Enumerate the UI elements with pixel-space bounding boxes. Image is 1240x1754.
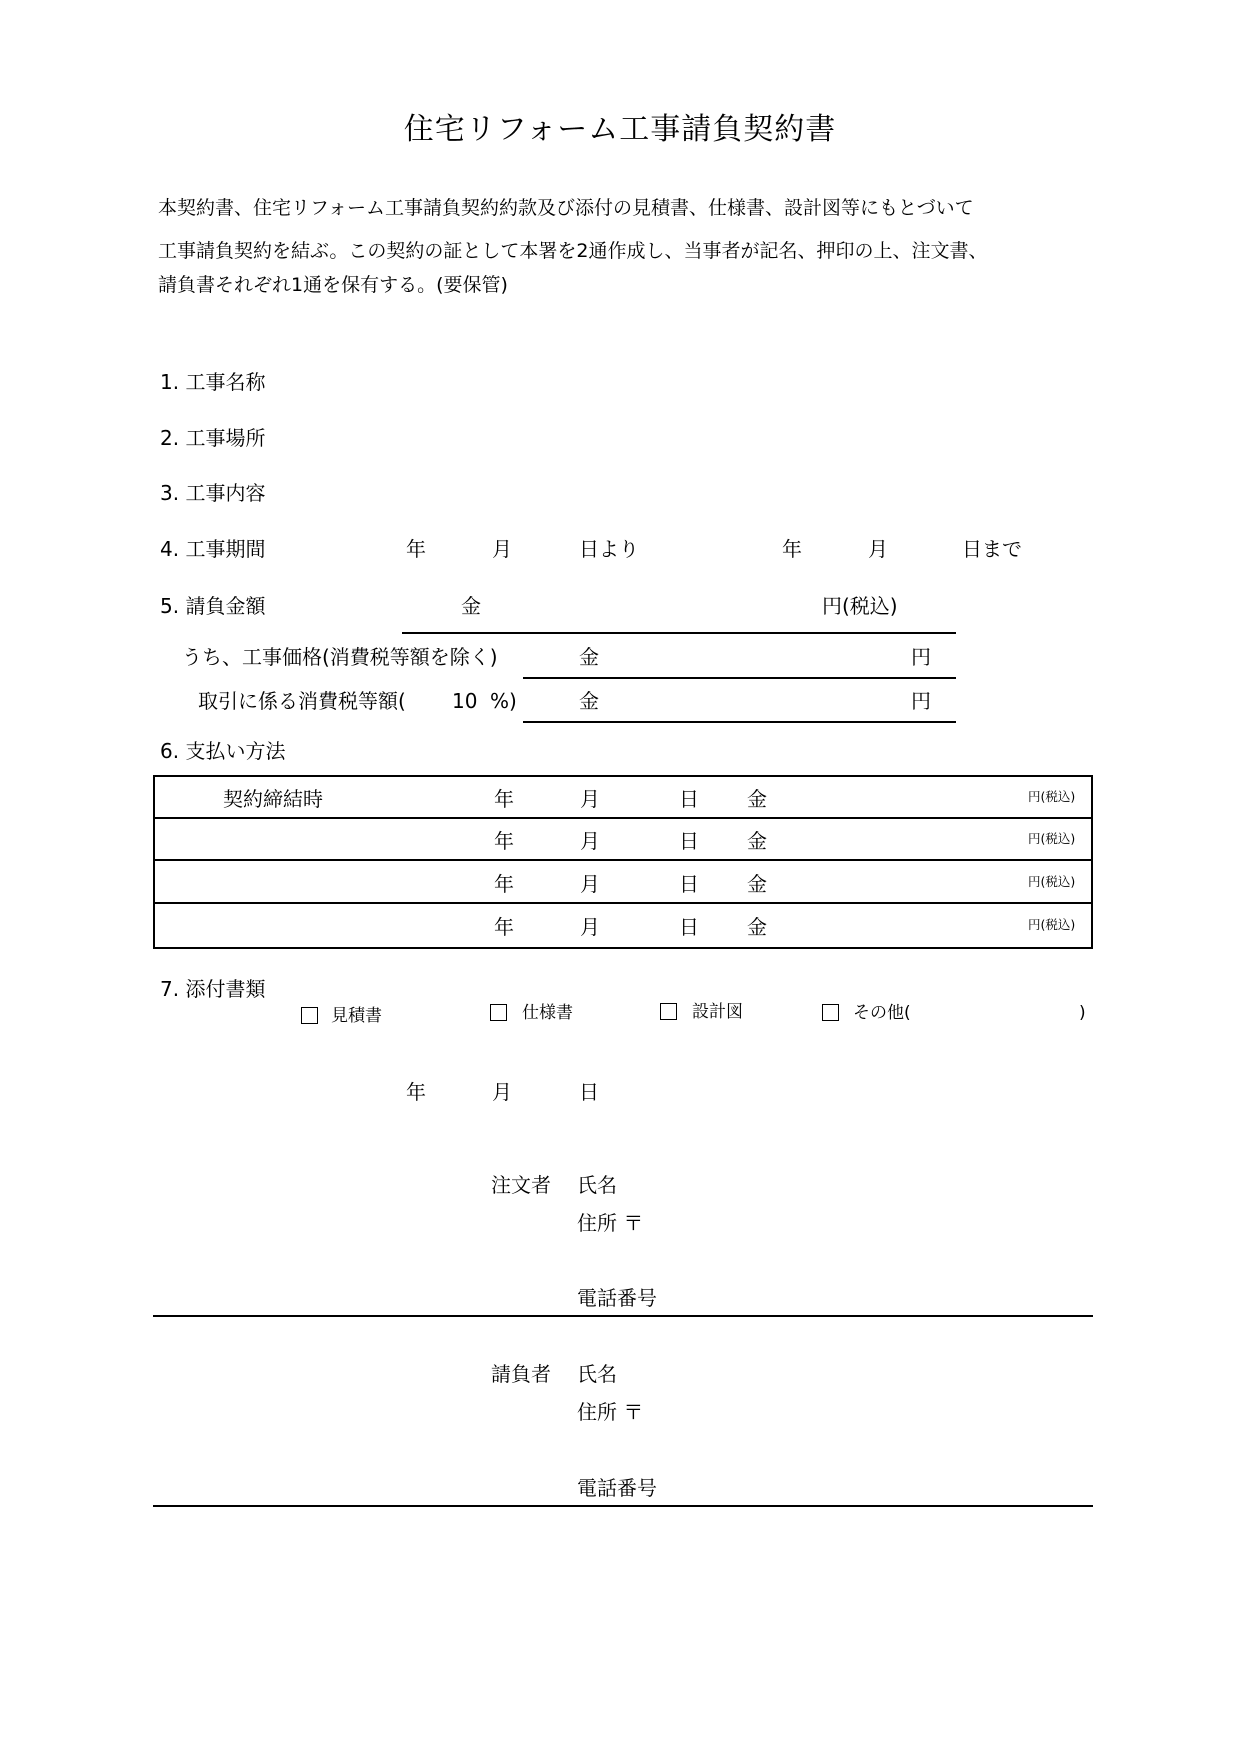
contractor-address-label: 住所 〒: [577, 1400, 644, 1424]
payment-kin: 金: [747, 787, 767, 811]
label-sekkei: 設計図: [692, 1002, 743, 1022]
payment-year: 年: [494, 829, 514, 853]
amount-kin: 金: [461, 594, 481, 618]
period-start-year: 年: [406, 537, 426, 561]
payment-label: 契約締結時: [223, 787, 323, 811]
item-construction-period: 4. 工事期間: [160, 537, 266, 561]
row-divider: [155, 859, 1091, 861]
period-start-day: 日より: [579, 537, 639, 561]
date-year: 年: [406, 1080, 426, 1104]
checkbox-shiyou[interactable]: [490, 1004, 507, 1021]
date-month: 月: [492, 1080, 512, 1104]
payment-day: 日: [679, 787, 699, 811]
client-address-label: 住所 〒: [577, 1211, 644, 1235]
document-title: 住宅リフォーム工事請負契約書: [403, 112, 837, 147]
label-other: その他(: [853, 1003, 911, 1023]
payment-kin: 金: [747, 872, 767, 896]
intro-line-3: 請負書それぞれ1通を保有する。(要保管): [158, 274, 508, 296]
payment-month: 月: [580, 915, 600, 939]
intro-line-2: 工事請負契約を結ぶ。この契約の証として本署を2通作成し、当事者が記名、押印の上、注文書、: [158, 240, 988, 262]
payment-kin: 金: [747, 829, 767, 853]
construction-price-underline: [523, 677, 956, 679]
amount-yen-tax: 円(税込): [822, 594, 898, 618]
payment-row: [155, 905, 1091, 947]
payment-row: [155, 777, 1091, 819]
item-contract-amount: 5. 請負金額: [160, 594, 266, 618]
payment-year: 年: [494, 872, 514, 896]
construction-price-label: うち、工事価格(消費税等額を除く): [182, 645, 498, 669]
client-phone-label: 電話番号: [577, 1286, 657, 1310]
client-name-label: 氏名: [577, 1173, 617, 1197]
payment-month: 月: [580, 787, 600, 811]
item-attachments: 7. 添付書類: [160, 977, 266, 1001]
checkbox-sekkei[interactable]: [660, 1003, 677, 1020]
payment-year: 年: [494, 787, 514, 811]
tax-label: 取引に係る消費税等額(: [198, 689, 406, 713]
payment-kin: 金: [747, 915, 767, 939]
period-start-month: 月: [492, 537, 512, 561]
item-construction-content: 3. 工事内容: [160, 481, 266, 505]
tax-underline: [523, 721, 956, 723]
payment-yen-tax: 円(税込): [1028, 917, 1076, 932]
contractor-divider: [153, 1505, 1093, 1507]
payment-yen-tax: 円(税込): [1028, 789, 1076, 804]
checkbox-mitsumori[interactable]: [301, 1007, 318, 1024]
payment-month: 月: [580, 872, 600, 896]
payment-row: [155, 819, 1091, 861]
label-mitsumori: 見積書: [331, 1006, 382, 1026]
label-other-close: ): [1079, 1003, 1086, 1023]
intro-line-1: 本契約書、住宅リフォーム工事請負契約約款及び添付の見積書、仕様書、設計図等にもとづいて: [158, 197, 974, 219]
construction-price-kin: 金: [579, 645, 599, 669]
contractor-name-label: 氏名: [577, 1362, 617, 1386]
payment-day: 日: [679, 915, 699, 939]
checkbox-other[interactable]: [822, 1004, 839, 1021]
period-end-year: 年: [782, 537, 802, 561]
item-construction-name: 1. 工事名称: [160, 370, 266, 394]
payment-month: 月: [580, 829, 600, 853]
tax-percent: %): [490, 689, 517, 713]
amount-underline: [402, 632, 956, 634]
contractor-phone-label: 電話番号: [577, 1476, 657, 1500]
tax-rate: 10: [452, 689, 478, 713]
client-divider: [153, 1315, 1093, 1317]
date-day: 日: [579, 1080, 599, 1104]
payment-day: 日: [679, 872, 699, 896]
row-divider: [155, 902, 1091, 904]
payment-row: [155, 862, 1091, 904]
tax-kin: 金: [579, 689, 599, 713]
payment-year: 年: [494, 915, 514, 939]
payment-yen-tax: 円(税込): [1028, 831, 1076, 846]
item-payment-method: 6. 支払い方法: [160, 739, 286, 763]
payment-day: 日: [679, 829, 699, 853]
payment-yen-tax: 円(税込): [1028, 874, 1076, 889]
tax-yen: 円: [911, 689, 931, 713]
contractor-role: 請負者: [491, 1362, 551, 1386]
period-end-month: 月: [868, 537, 888, 561]
construction-price-yen: 円: [911, 645, 931, 669]
label-shiyou: 仕様書: [522, 1003, 573, 1023]
payment-table: [153, 775, 1093, 949]
client-role: 注文者: [491, 1173, 551, 1197]
item-construction-site: 2. 工事場所: [160, 426, 266, 450]
period-end-day: 日まで: [962, 537, 1022, 561]
